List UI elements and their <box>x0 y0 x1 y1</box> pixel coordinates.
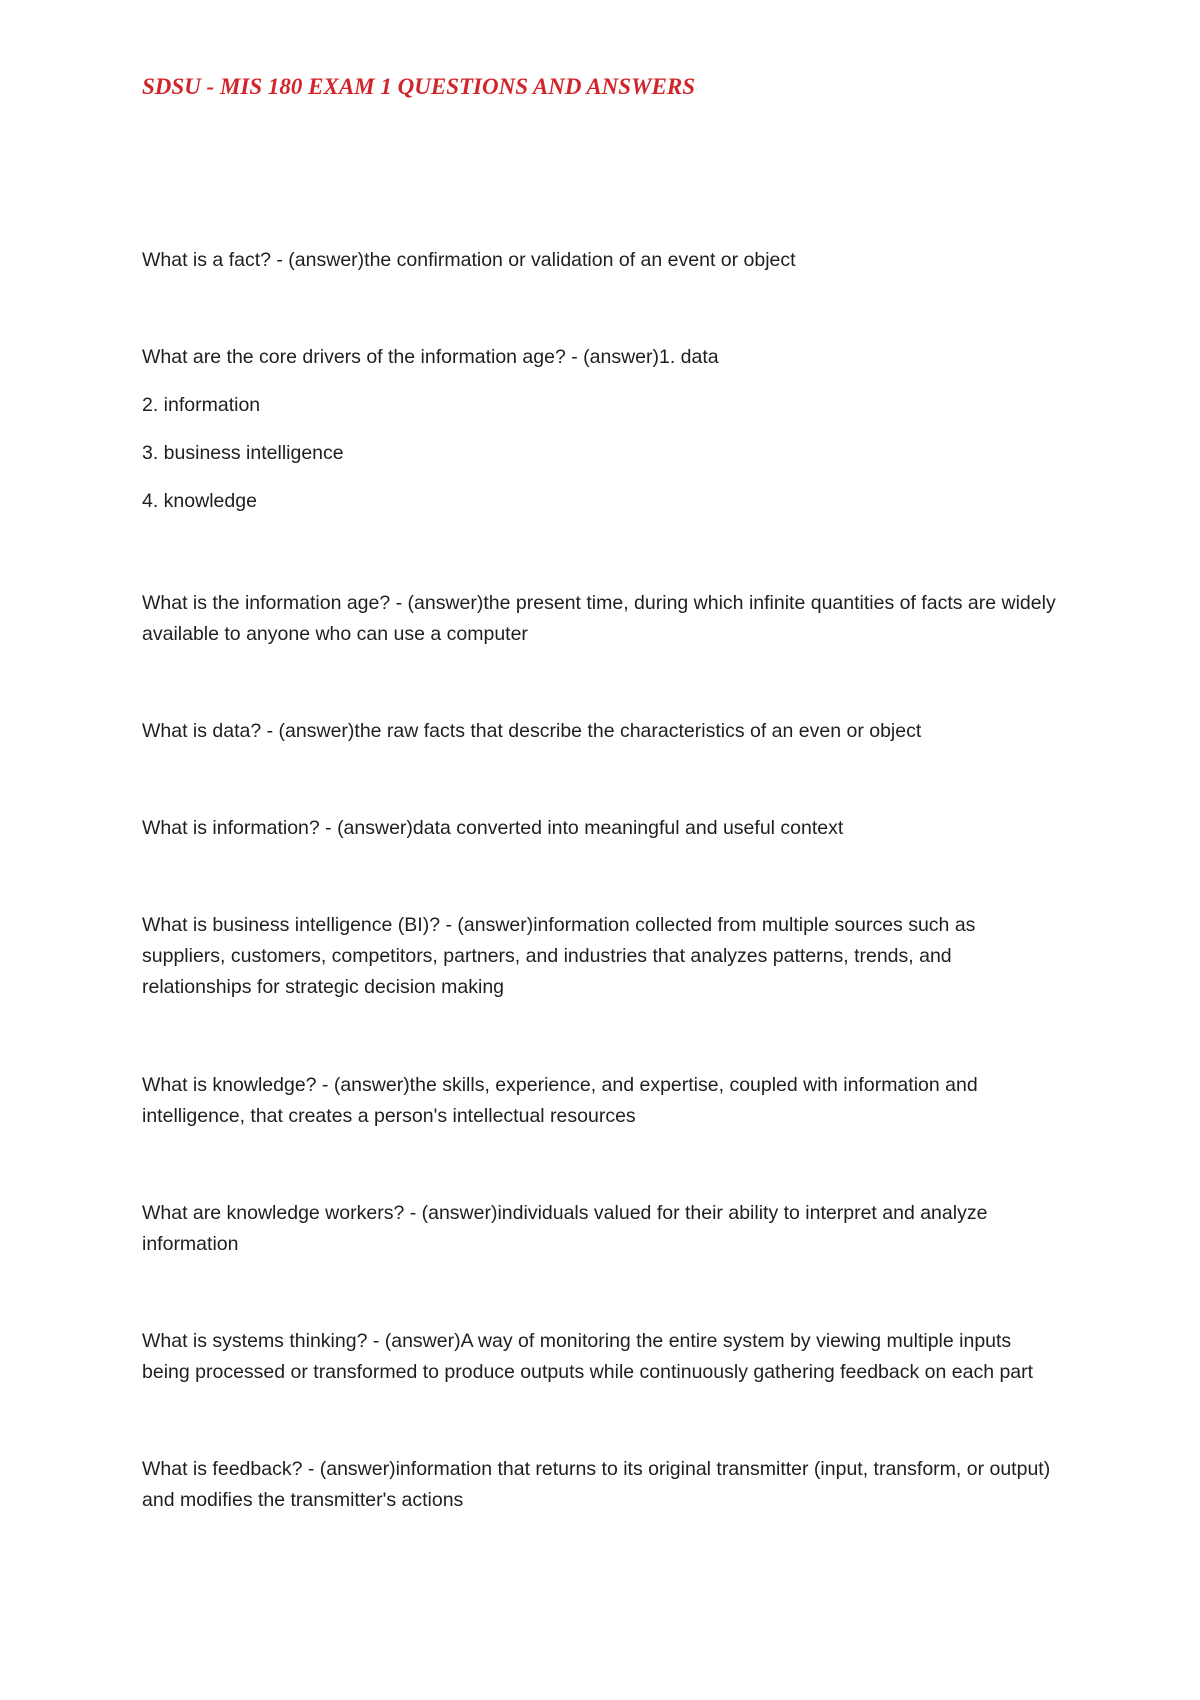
qa-systems-thinking: What is systems thinking? - (answer)A way of monitoring the entire system by viewing multiple inputs being processed or transformed to produce outputs while continuously gathering feedback on each part <box>142 1330 1034 1383</box>
qa-information-age: What is the information age? - (answer)the present time, during which infinite quantities of facts are widely available to anyone who can use a computer <box>142 592 1056 645</box>
core-driver-business-intelligence: 3. business intelligence <box>142 442 344 464</box>
qa-business-intelligence: What is business intelligence (BI)? - (answer)information collected from multiple sources such as suppliers, customers, competitors, partners, and industries that analyzes patterns, trends, and relationships for strategic decision making <box>142 914 976 998</box>
core-driver-information: 2. information <box>142 394 261 416</box>
qa-core-drivers: What are the core drivers of the information age? - (answer)1. data <box>142 346 719 368</box>
document-title: SDSU - MIS 180 EXAM 1 QUESTIONS AND ANSWERS <box>142 74 696 99</box>
qa-feedback: What is feedback? - (answer)information that returns to its original transmitter (input, transform, or output) and modifies the transmitter's actions <box>142 1458 1051 1511</box>
qa-fact: What is a fact? - (answer)the confirmation or validation of an event or object <box>142 249 796 271</box>
core-driver-knowledge: 4. knowledge <box>142 490 257 512</box>
qa-knowledge: What is knowledge? - (answer)the skills, experience, and expertise, coupled with information and intelligence, that creates a person's intellectual resources <box>142 1074 978 1127</box>
qa-knowledge-workers: What are knowledge workers? - (answer)individuals valued for their ability to interpret and analyze information <box>142 1202 988 1255</box>
qa-information: What is information? - (answer)data converted into meaningful and useful context <box>142 817 844 839</box>
qa-data: What is data? - (answer)the raw facts that describe the characteristics of an even or object <box>142 720 922 742</box>
